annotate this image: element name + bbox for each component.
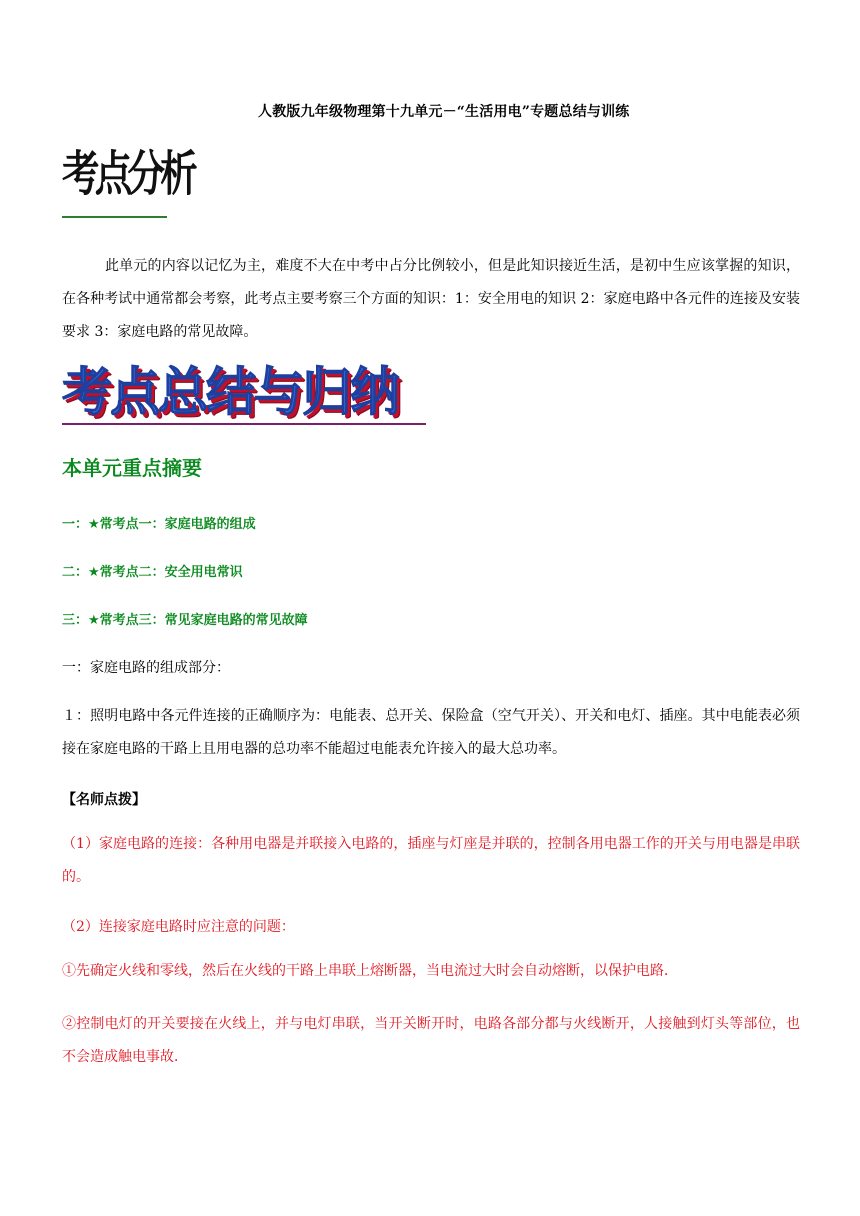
tip-paragraph-3: ①先确定火线和零线，然后在火线的干路上串联上熔断器，当电流过大时会自动熔断，以保护电路． — [62, 963, 678, 979]
banner-summary-underline — [62, 423, 426, 425]
tip-paragraph-2: （2）连接家庭电路时应注意的问题： — [62, 919, 295, 935]
tip-paragraph-1: （1）家庭电路的连接：各种用电器是并联接入电路的，插座与灯座是并联的，控制各用电器工作的开关与用电器是串联的。 — [62, 836, 800, 885]
section-title: 本单元重点摘要 — [62, 456, 202, 480]
keypoint-1: 一：★常考点一：家庭电路的组成 — [62, 517, 256, 532]
banner-exam-analysis: 考点分析 — [62, 146, 194, 202]
banner-underline — [62, 216, 167, 218]
banner-summary: 考点总结与归纳 — [62, 363, 399, 423]
keypoint-2: 二：★常考点二：安全用电常识 — [62, 565, 243, 580]
tip-paragraph-4: ②控制电灯的开关要接在火线上，并与电灯串联，当开关断开时，电路各部分都与火线断开，人接触到灯头等部位，也不会造成触电事故． — [62, 1016, 800, 1065]
intro-paragraph: 此单元的内容以记忆为主，难度不大在中考中占分比例较小，但是此知识接近生活，是初中生应该掌握的知识，在各种考试中通常都会考察，此考点主要考察三个方面的知识：1：安全用电的知识 2：家庭电路中各元件的连接及安装要求 3：家庭电路的常见故障。 — [62, 258, 800, 340]
tip-label: 【名师点拨】 — [62, 792, 146, 808]
item-1-paragraph: １：照明电路中各元件连接的正确顺序为：电能表、总开关、保险盒（空气开关）、开关和电灯、插座。其中电能表必须接在家庭电路的干路上且用电器的总功率不能超过电能表允许接入的最大总功率。 — [62, 708, 800, 757]
document-title: 人教版九年级物理第十九单元－“生活用电”专题总结与训练 — [258, 104, 630, 120]
subheading: 一：家庭电路的组成部分： — [62, 660, 230, 676]
keypoint-3: 三：★常考点三：常见家庭电路的常见故障 — [62, 613, 308, 628]
